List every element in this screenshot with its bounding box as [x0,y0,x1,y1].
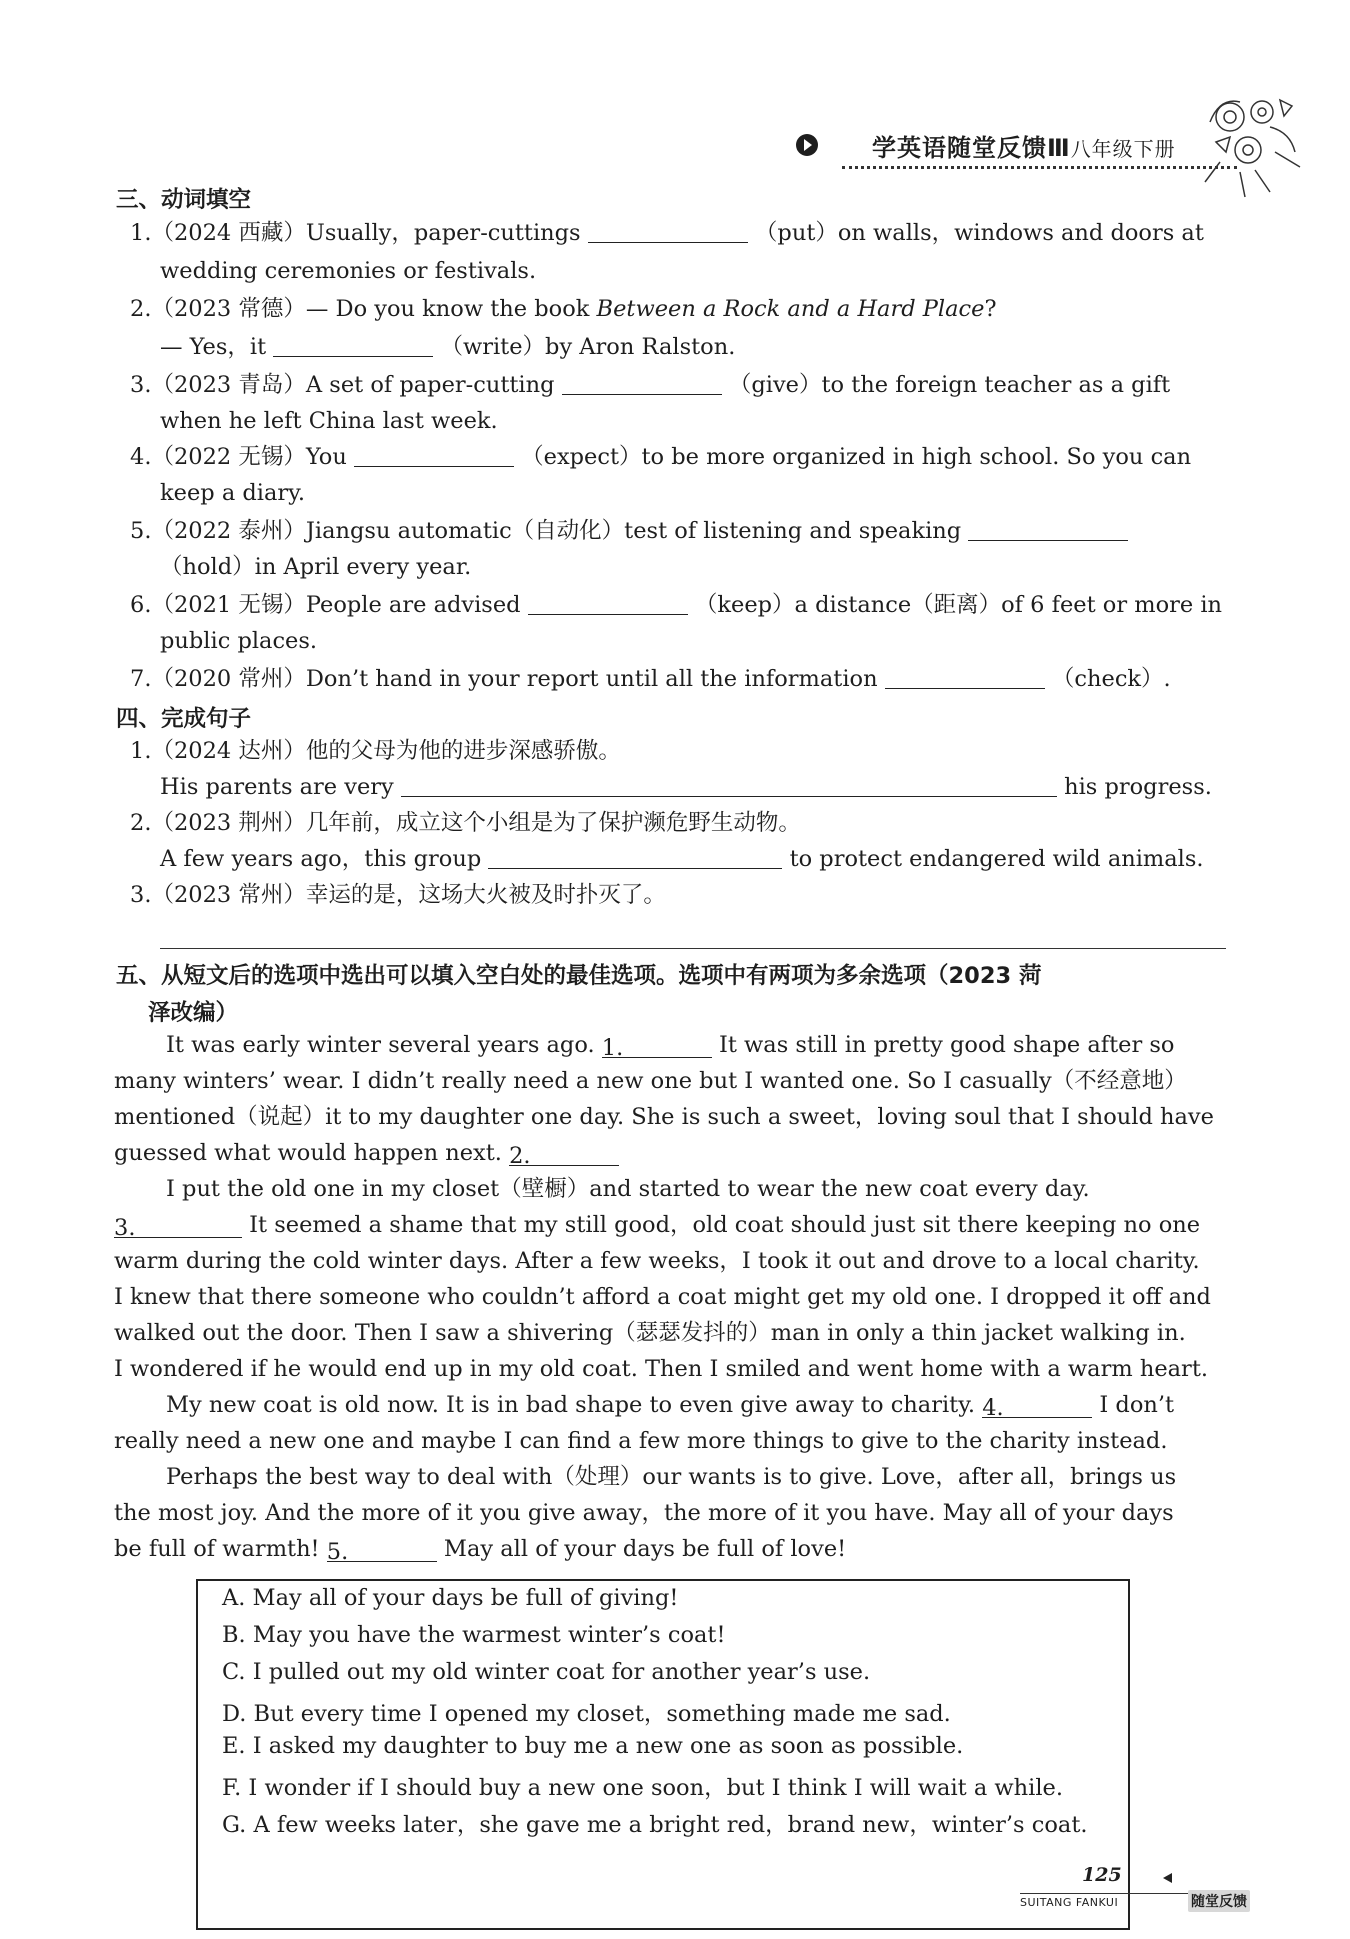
answer-blank[interactable] [562,372,722,395]
section-3-title: 三、动词填空 [116,187,252,213]
passage-line: I put the old one in my closet（壁橱）and started to wear the new coat every day. [166,1176,1090,1202]
q4-2-line-1: 2.（2023 荆州）几年前，成立这个小组是为了保护濒危野生动物。 [130,810,801,836]
option-d[interactable]: D. But every time I opened my closet，something made me sad. [222,1701,951,1727]
answer-line[interactable] [160,948,1226,949]
q4-3-line-1: 3.（2023 常州）幸运的是，这场大火被及时扑灭了。 [130,882,666,908]
flower-doodle-icon [1200,92,1310,202]
arrow-left-icon [1163,1873,1172,1883]
footer-brand-en: SUITANG FANKUI [1020,1896,1119,1909]
passage-line: mentioned（说起）it to my daughter one day. She is such a sweet，loving soul that I should have [114,1104,1214,1130]
answer-blank[interactable] [401,774,1057,797]
option-f[interactable]: F. I wonder if I should buy a new one soon，but I think I will wait a while. [222,1775,1064,1801]
footer-brand-cn: 随堂反馈 [1188,1890,1250,1912]
section-5-title: 五、从短文后的选项中选出可以填入空白处的最佳选项。选项中有两项为多余选项（2023 菏 [116,963,1042,989]
option-g[interactable]: G. A few weeks later，she gave me a bright red，brand new，winter’s coat. [222,1812,1088,1838]
answer-blank[interactable] [488,846,782,869]
section-5-title-cont: 泽改编） [148,1000,239,1026]
q3-6-line-2: public places. [160,628,318,654]
q3-4-line-2: keep a diary. [160,480,306,506]
passage-line: the most joy. And the more of it you give away，the more of it you have. May all of your days [114,1500,1174,1526]
passage-line: many winters’ wear. I didn’t really need a new one but I wanted one. So I casually（不经意地） [114,1068,1187,1094]
page-header [796,128,1236,168]
answer-blank[interactable] [968,518,1128,541]
option-b[interactable]: B. May you have the warmest winter’s coat! [222,1622,726,1648]
q3-3-line-2: when he left China last week. [160,408,498,434]
book-grade: 八年级下册 [1070,137,1176,161]
passage-line: 3. It seemed a shame that my still good，old coat should just sit there keeping no one [114,1212,1201,1241]
passage-line: be full of warmth! 5. May all of your days be full of love! [114,1536,847,1565]
q3-7-line-1: 7.（2020 常州）Don’t hand in your report until all the information （check）. [130,666,1171,692]
book-title: 学英语随堂反馈Ⅲ八年级下册 [872,134,1176,162]
answer-blank[interactable] [885,666,1045,689]
passage-line: I wondered if he would end up in my old coat. Then I smiled and went home with a warm heart. [114,1356,1209,1382]
passage-line: My new coat is old now. It is in bad shape to even give away to charity. 4. I don’t [166,1392,1175,1421]
q3-2-line-2: — Yes，it （write）by Aron Ralston. [160,334,736,360]
answer-blank-2[interactable]: 2. [509,1143,619,1166]
q3-1-line-2: wedding ceremonies or festivals. [160,258,537,284]
answer-blank-4[interactable]: 4. [982,1395,1092,1418]
answer-blank[interactable] [528,592,688,615]
answer-blank-1[interactable]: 1. [602,1035,712,1058]
passage-line: really need a new one and maybe I can find a few more things to give to the charity instead. [114,1428,1168,1454]
answer-blank-5[interactable]: 5. [327,1539,437,1562]
answer-blank[interactable] [588,220,748,243]
page-number: 125 [1082,1864,1122,1886]
passage-line: guessed what would happen next. 2. [114,1140,619,1167]
q4-2-line-2: A few years ago，this group to protect endangered wild animals. [160,846,1204,872]
passage-line: It was early winter several years ago. 1. It was still in pretty good shape after so [166,1032,1175,1061]
q3-3-line-1: 3.（2023 青岛）A set of paper-cutting （give）to the foreign teacher as a gift [130,372,1171,398]
answer-blank[interactable] [273,334,433,357]
option-e[interactable]: E. I asked my daughter to buy me a new one as soon as possible. [222,1733,964,1759]
q3-5-line-1: 5.（2022 泰州）Jiangsu automatic（自动化）test of listening and speaking [130,518,1128,545]
option-c[interactable]: C. I pulled out my old winter coat for another year’s use. [222,1659,871,1685]
passage-line: Perhaps the best way to deal with（处理）our wants is to give. Love，after all，brings us [166,1464,1177,1490]
q3-2-line-1: 2.（2023 常德）— Do you know the book Between a Rock and a Hard Place? [130,296,997,322]
options-box [196,1579,1130,1930]
q4-1-line-1: 1.（2024 达州）他的父母为他的进步深感骄傲。 [130,738,621,764]
q3-1-line-1: 1.（2024 西藏）Usually，paper-cuttings （put）on walls，windows and doors at [130,220,1204,246]
passage-line: walked out the door. Then I saw a shivering（瑟瑟发抖的）man in only a thin jacket walking in. [114,1320,1186,1346]
q4-1-line-2: His parents are very his progress. [160,774,1212,800]
book-title-italic: Between a Rock and a Hard Place [596,296,985,322]
option-a[interactable]: A. May all of your days be full of giving! [222,1585,679,1611]
passage-line: warm during the cold winter days. After a few weeks，I took it out and drove to a local charity. [114,1248,1200,1274]
answer-blank-3[interactable]: 3. [114,1215,242,1238]
section-4-title: 四、完成句子 [116,706,252,732]
q3-5-line-2: （hold）in April every year. [160,554,472,580]
answer-blank[interactable] [354,444,514,467]
passage-line: I knew that there someone who couldn’t afford a coat might get my old one. I dropped it off and [114,1284,1211,1310]
play-circle-icon [796,134,818,156]
q3-4-line-1: 4.（2022 无锡）You （expect）to be more organized in high school. So you can [130,444,1192,470]
q3-6-line-1: 6.（2021 无锡）People are advised （keep）a distance（距离）of 6 feet or more in [130,592,1223,618]
header-dotted-line [842,166,1237,169]
